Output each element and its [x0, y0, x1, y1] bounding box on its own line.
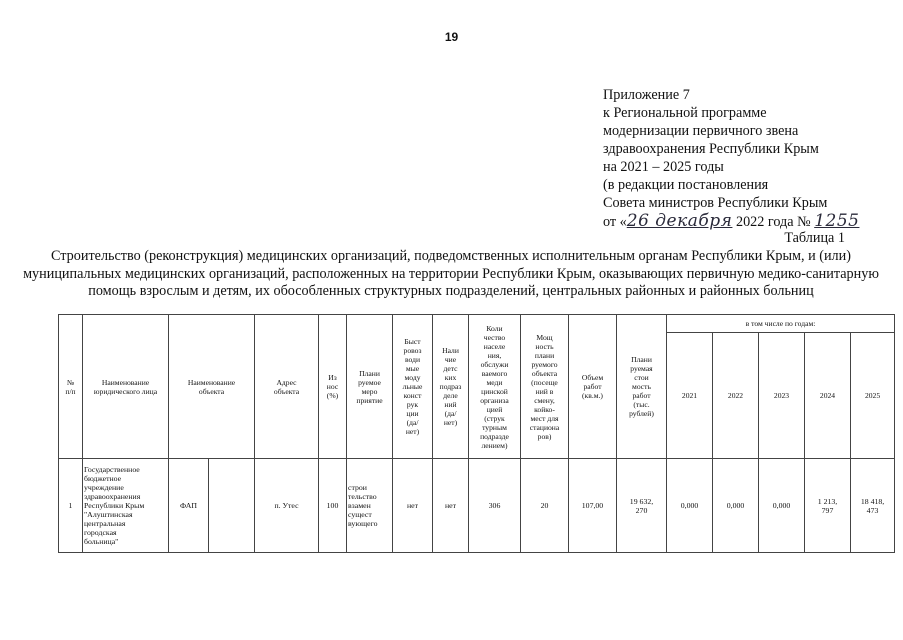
row-capacity: 20	[521, 459, 569, 553]
appendix-block	[603, 86, 893, 231]
date-prefix: от «	[603, 214, 627, 230]
table-label: Таблица 1	[784, 230, 845, 246]
header-address: Адрес объекта	[255, 315, 319, 459]
header-wear: Из нос (%)	[319, 315, 347, 459]
resolution-date-line	[603, 212, 893, 231]
row-year-2025: 18 418, 473	[851, 459, 895, 553]
row-wear: 100	[319, 459, 347, 553]
header-planned-cost: Плани руемая стои мость работ (тыс. рублей)	[617, 315, 667, 459]
appendix-line: модернизации первичного звена	[603, 123, 799, 139]
row-planned-cost: 19 632, 270	[617, 459, 667, 553]
header-children-units: Нали чие детс ких подраз деле ний (да/ нет)	[433, 315, 469, 459]
handwritten-number: 1255	[814, 211, 860, 231]
header-year-2025: 2025	[851, 333, 895, 459]
appendix-line: (в редакции постановления	[603, 177, 769, 193]
appendix-line: Приложение 7	[603, 87, 690, 103]
row-planned-event: строи тельство взамен сущест вующего	[347, 459, 393, 553]
row-volume: 107,00	[569, 459, 617, 553]
header-year-2022: 2022	[713, 333, 759, 459]
row-year-2022: 0,000	[713, 459, 759, 553]
row-year-2021: 0,000	[667, 459, 713, 553]
handwritten-date: 26 декабря	[626, 211, 733, 231]
appendix-line: к Региональной программе	[603, 105, 767, 121]
header-prefab-modules: Быст ровоз води мые моду льные конст рук ции (да/ нет)	[393, 315, 433, 459]
row-population: 306	[469, 459, 521, 553]
header-object-name: Наименование объекта	[169, 315, 255, 459]
appendix-line: на 2021 – 2025 годы	[603, 159, 724, 175]
page-number: 19	[444, 30, 459, 44]
row-object-extra	[209, 459, 255, 553]
document-title: Строительство (реконструкция) медицинских организаций, подведомственных исполнительным органам Республики Крым, и (или) муниципальных медицинских организаций, расположенных на территории Республики Крым, оказывающих первичную медико-санитарную помощь взрослым и детям, их обособленных структурных подразделений, центральных районных и районных больниц	[23, 248, 879, 299]
appendix-line: здравоохранения Республики Крым	[603, 141, 819, 157]
date-middle: 2022 года №	[732, 214, 815, 230]
row-object-name: ФАП	[169, 459, 209, 553]
header-volume: Объем работ (кв.м.)	[569, 315, 617, 459]
construction-table	[58, 314, 895, 553]
header-year-2023: 2023	[759, 333, 805, 459]
header-year-2021: 2021	[667, 333, 713, 459]
row-num: 1	[59, 459, 83, 553]
table-row	[59, 459, 895, 553]
row-legal-entity: Государственное бюджетное учреждение здравоохранения Республики Крым "Алуштинская центральная городская больница"	[83, 459, 169, 553]
row-year-2023: 0,000	[759, 459, 805, 553]
row-prefab: нет	[393, 459, 433, 553]
header-planned-event: Плани руемое меро приятие	[347, 315, 393, 459]
header-population: Коли чество населе ния, обслужи ваемого меди цинской организа цией (струк турным подразде лением)	[469, 315, 521, 459]
row-address: п. Утес	[255, 459, 319, 553]
header-num: № п/п	[59, 315, 83, 459]
header-legal-entity: Наименование юридического лица	[83, 315, 169, 459]
row-year-2024: 1 213, 797	[805, 459, 851, 553]
header-year-2024: 2024	[805, 333, 851, 459]
row-children-units: нет	[433, 459, 469, 553]
header-capacity: Мощ ность плани руемого объекта (посеще ний в смену, койко- мест для стациона ров)	[521, 315, 569, 459]
header-by-years: в том числе по годам:	[667, 315, 895, 333]
appendix-line: Совета министров Республики Крым	[603, 195, 828, 211]
